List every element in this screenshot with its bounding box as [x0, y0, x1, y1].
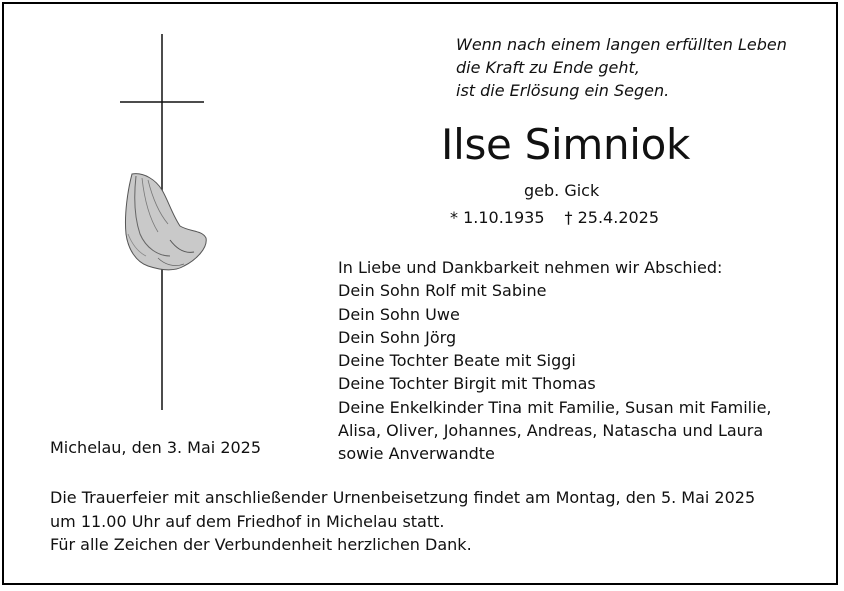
- birth-date: * 1.10.1935: [450, 208, 545, 227]
- funeral-line: um 11.00 Uhr auf dem Friedhof in Michelau statt.: [50, 511, 445, 531]
- motto-line: ist die Erlösung ein Segen.: [456, 81, 670, 100]
- mourner-line: Deine Enkelkinder Tina mit Familie, Susan mit Familie,: [338, 397, 772, 417]
- motto-verse: [456, 33, 787, 102]
- motto-line: Wenn nach einem langen erfüllten Leben: [456, 35, 787, 54]
- motto-line: die Kraft zu Ende geht,: [456, 58, 640, 77]
- mourner-line: sowie Anverwandte: [338, 444, 495, 464]
- funeral-info: [50, 486, 755, 557]
- funeral-line: Die Trauerfeier mit anschließender Urnenbeisetzung findet am Montag, den 5. Mai 2025: [50, 488, 756, 507]
- place-date: Michelau, den 3. Mai 2025: [50, 438, 262, 457]
- mourner-line: Dein Sohn Rolf mit Sabine: [338, 281, 547, 301]
- mourners-intro: In Liebe und Dankbarkeit nehmen wir Abschied:: [338, 258, 723, 277]
- mourner-line: Alisa, Oliver, Johannes, Andreas, Natascha und Laura: [338, 421, 764, 441]
- mourner-line: Deine Tochter Beate mit Siggi: [338, 351, 576, 371]
- praying-hands-icon: [125, 174, 206, 270]
- mourner-line: Dein Sohn Uwe: [338, 304, 460, 324]
- thanks-line: Für alle Zeichen der Verbundenheit herzlichen Dank.: [50, 535, 472, 554]
- mourner-line: Dein Sohn Jörg: [338, 327, 457, 347]
- cross-icon: [118, 34, 208, 414]
- mourners-list: [338, 256, 772, 466]
- deceased-name: Ilse Simniok: [441, 120, 691, 169]
- death-date: † 25.4.2025: [564, 208, 660, 227]
- maiden-name: geb. Gick: [524, 181, 600, 200]
- mourner-line: Deine Tochter Birgit mit Thomas: [338, 374, 596, 394]
- life-dates: [450, 208, 659, 227]
